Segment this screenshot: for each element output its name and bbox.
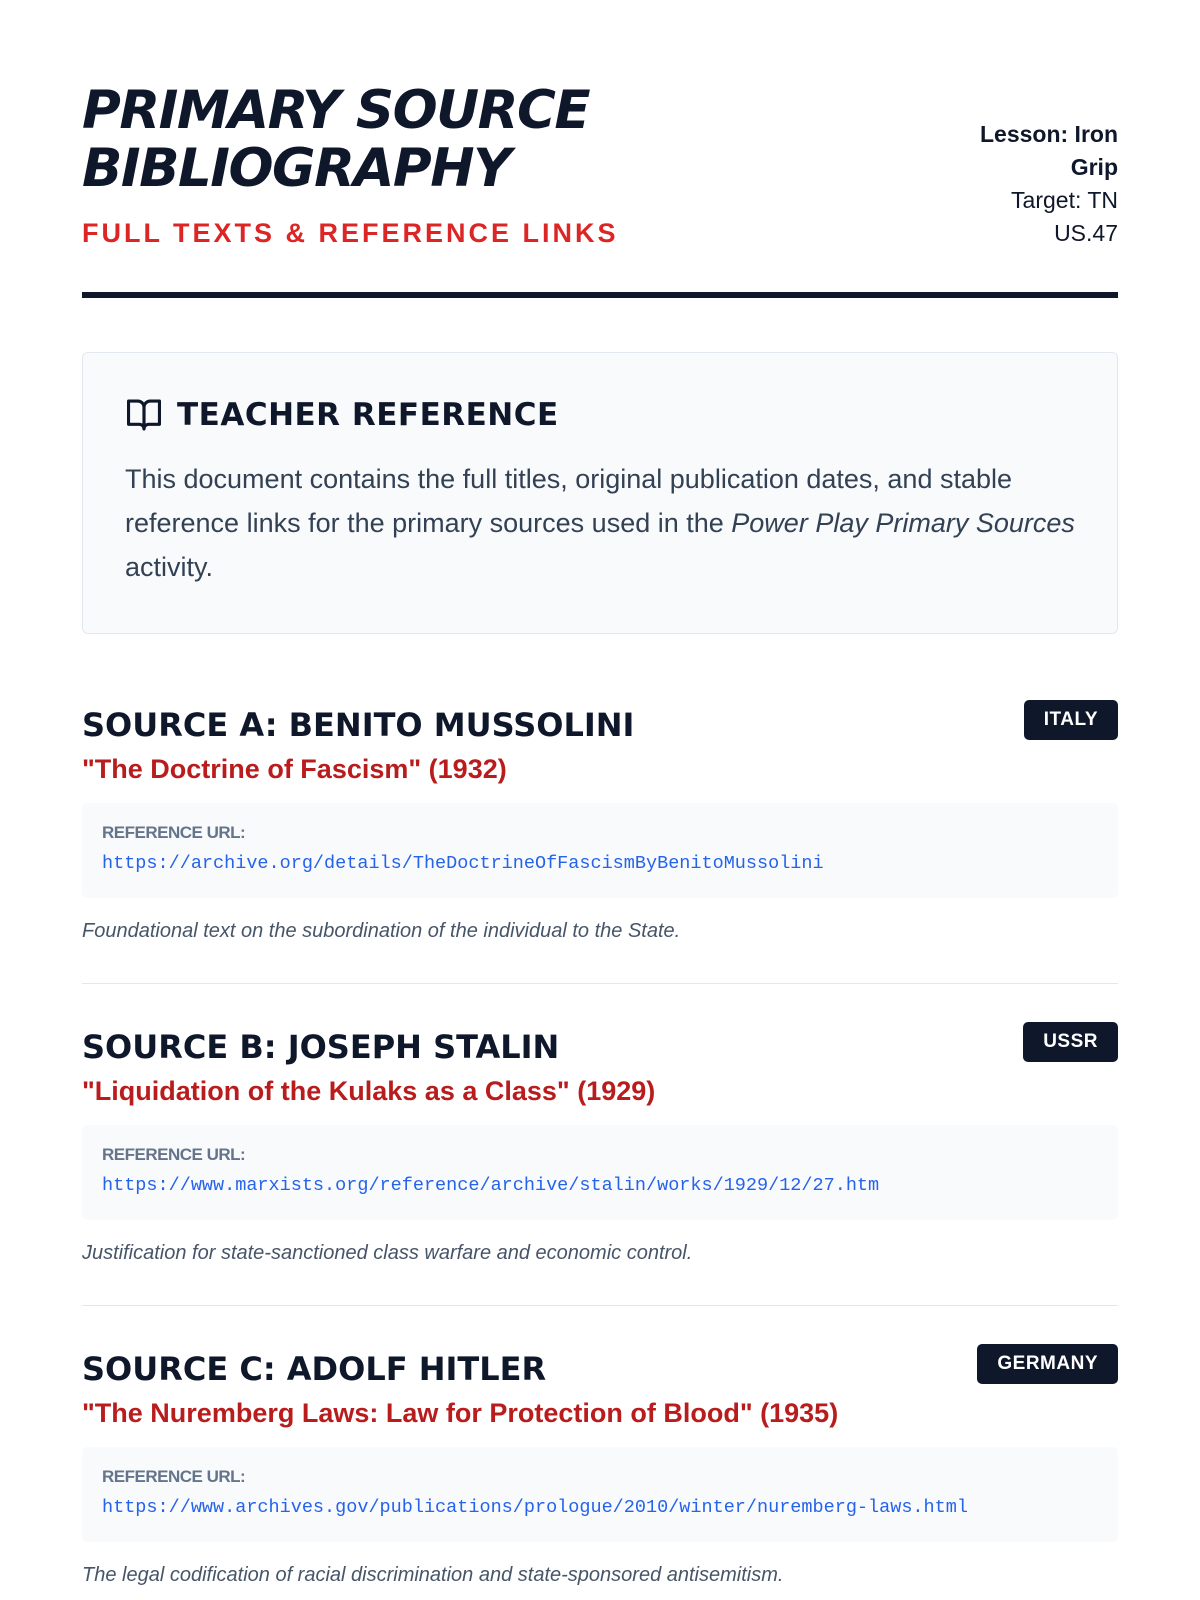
source-header [82,1022,1118,1066]
source-note: Justification for state-sanctioned class warfare and economic control. [82,1242,693,1264]
country-badge: USSR [1023,1022,1118,1062]
source-work-title: "Liquidation of the Kulaks as a Class" (1929) [82,1076,656,1106]
source-entry [82,1344,1118,1600]
callout-body-text: This document contains the full titles, original publication dates, and stable reference links for the primary sources used in the [125,464,1013,538]
source-heading: SOURCE C: ADOLF HITLER [82,1350,547,1388]
source-heading: SOURCE A: BENITO MUSSOLINI [82,706,635,744]
source-entry [82,1022,1118,1306]
lesson-meta [958,118,1118,250]
lesson-target: Target: TN US.47 [1011,187,1118,246]
country-badge: ITALY [1024,700,1118,740]
reference-url-box [82,803,1118,898]
reference-url-label: REFERENCE URL: [102,1467,246,1486]
source-header [82,700,1118,744]
source-header [82,1344,1118,1388]
source-work-title: "The Doctrine of Fascism" (1932) [82,754,507,784]
reference-url-label: REFERENCE URL: [102,823,246,842]
sources-list [82,700,1118,1600]
header-divider [82,292,1118,298]
book-open-icon [125,398,163,432]
country-badge: GERMANY [977,1344,1118,1384]
source-note: The legal codification of racial discrimination and state-sponsored antisemitism. [82,1564,784,1586]
source-entry [82,700,1118,984]
page-header [82,0,1118,250]
teacher-reference-callout [82,352,1118,634]
reference-url-link[interactable]: https://www.archives.gov/publications/prologue/2010/winter/nuremberg-laws.html [102,1497,968,1518]
source-note: Foundational text on the subordination of the individual to the State. [82,920,681,942]
callout-title: TEACHER REFERENCE [177,397,559,433]
callout-body-end: activity. [125,552,214,582]
source-heading: SOURCE B: JOSEPH STALIN [82,1028,560,1066]
reference-url-link[interactable]: https://www.marxists.org/reference/archive/stalin/works/1929/12/27.htm [102,1175,880,1196]
page-title-line-1: PRIMARY SOURCE [82,80,590,141]
lesson-name: Lesson: Iron Grip [979,121,1118,180]
callout-body [125,457,1075,589]
callout-header [125,397,1075,433]
page-title-line-2: BIBLIOGRAPHY [82,138,510,199]
activity-name: Power Play Primary Sources [731,508,1075,538]
title-block [82,82,782,249]
reference-url-box [82,1447,1118,1542]
source-work-title: "The Nuremberg Laws: Law for Protection of Blood" (1935) [82,1398,839,1428]
page-title [82,82,782,198]
reference-url-box [82,1125,1118,1220]
reference-url-link[interactable]: https://archive.org/details/TheDoctrineOfFascismByBenitoMussolini [102,853,824,874]
page-subtitle: FULL TEXTS & REFERENCE LINKS [82,218,619,248]
reference-url-label: REFERENCE URL: [102,1145,246,1164]
